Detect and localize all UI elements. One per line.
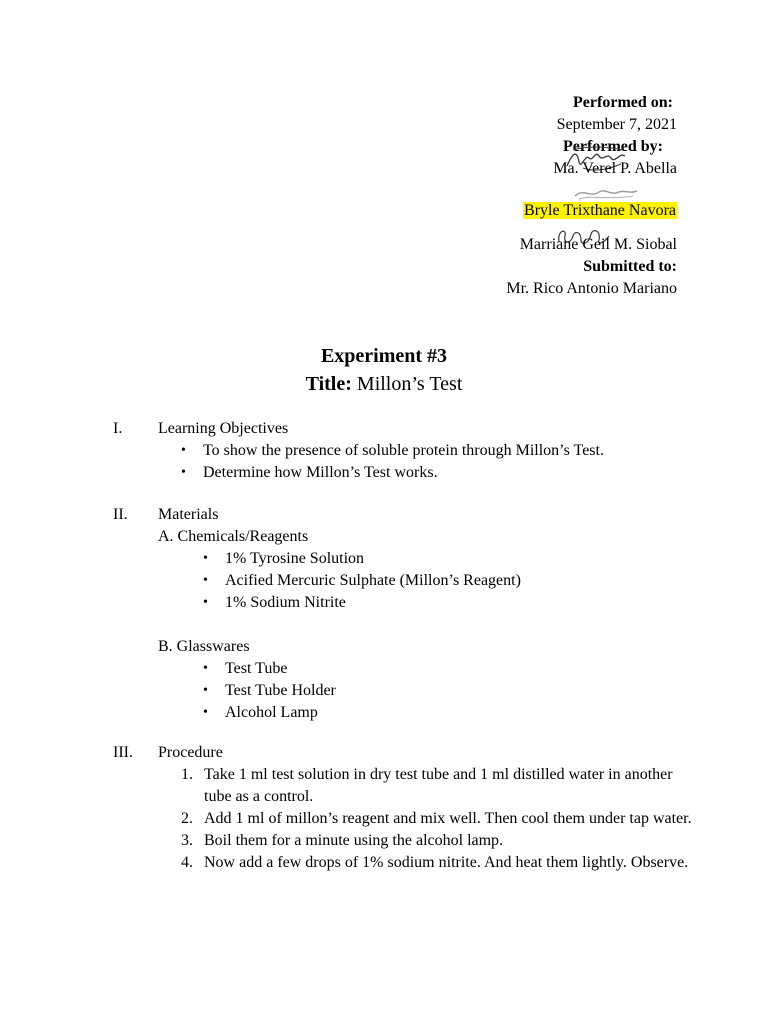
list-item: • Test Tube: [203, 658, 336, 680]
section-heading: Materials: [158, 506, 219, 523]
title-label: Title:: [305, 373, 352, 395]
instructor-name: Mr. Rico Antonio Mariano: [506, 280, 677, 297]
bullet-icon: •: [203, 595, 208, 610]
list-item: • 1% Tyrosine Solution: [203, 548, 521, 570]
bullet-icon: •: [203, 551, 208, 566]
section-numeral: I.: [113, 420, 123, 437]
objectives-list: [181, 440, 604, 484]
bullet-icon: •: [203, 705, 208, 720]
step-number: 3.: [181, 832, 193, 849]
title-block: [0, 342, 768, 398]
procedure-steps: [181, 764, 701, 874]
experiment-title: [0, 370, 768, 398]
glassware-list: [203, 658, 336, 724]
section-heading: Procedure: [158, 744, 223, 761]
step-text: Take 1 ml test solution in dry test tube and 1 ml distilled water in another tube as a control.: [204, 766, 673, 805]
submitted-to-label: Submitted to:: [583, 258, 677, 275]
list-item: • Acified Mercuric Sulphate (Millon’s Reagent): [203, 570, 521, 592]
step-number: 4.: [181, 854, 193, 871]
bullet-icon: •: [181, 443, 186, 458]
signature-row-siobal: [357, 222, 677, 234]
step-text: Add 1 ml of millon’s reagent and mix well. Then cool them under tap water.: [204, 810, 692, 827]
bullet-icon: •: [181, 465, 186, 480]
list-item: [181, 808, 701, 830]
report-header: [357, 92, 677, 300]
member-name: Marriane Geil M. Siobal: [519, 236, 677, 253]
list-item: • Determine how Millon’s Test works.: [181, 462, 604, 484]
step-text: Now add a few drops of 1% sodium nitrite. And heat them lightly. Observe.: [204, 854, 689, 871]
member-name: Ma. Verel P. Abella: [553, 160, 677, 177]
bullet-icon: •: [203, 573, 208, 588]
bullet-icon: •: [203, 683, 208, 698]
title-text: Millon’s Test: [351, 373, 463, 395]
performed-by-label: Performed by:: [563, 138, 663, 155]
section-heading: Learning Objectives: [158, 420, 289, 437]
chemicals-list: [203, 548, 521, 614]
performed-on-label: Performed on:: [573, 94, 673, 111]
bullet-icon: •: [203, 661, 208, 676]
list-item: [181, 764, 701, 808]
section-numeral: II.: [113, 506, 128, 523]
list-item: • 1% Sodium Nitrite: [203, 592, 521, 614]
glassware-heading: B. Glasswares: [158, 638, 250, 655]
step-number: 1.: [181, 766, 193, 783]
member-row-2: [357, 200, 677, 222]
list-item: • To show the presence of soluble protein through Millon’s Test.: [181, 440, 604, 462]
step-number: 2.: [181, 810, 193, 827]
member-name-highlighted: Bryle Trixthane Navora: [524, 202, 676, 219]
chemicals-heading: A. Chemicals/Reagents: [158, 528, 309, 545]
member-row-1: [357, 158, 677, 180]
list-item: [181, 830, 701, 852]
section-materials: [113, 504, 713, 724]
section-learning-objectives: [113, 418, 713, 488]
performed-date: September 7, 2021: [556, 116, 677, 133]
step-text: Boil them for a minute using the alcohol lamp.: [204, 832, 504, 849]
section-procedure: [113, 742, 713, 922]
experiment-number: Experiment #3: [320, 345, 448, 367]
signature-row-navora: [357, 180, 677, 200]
list-item: [181, 852, 701, 874]
list-item: • Alcohol Lamp: [203, 702, 336, 724]
section-numeral: III.: [113, 744, 133, 761]
list-item: • Test Tube Holder: [203, 680, 336, 702]
